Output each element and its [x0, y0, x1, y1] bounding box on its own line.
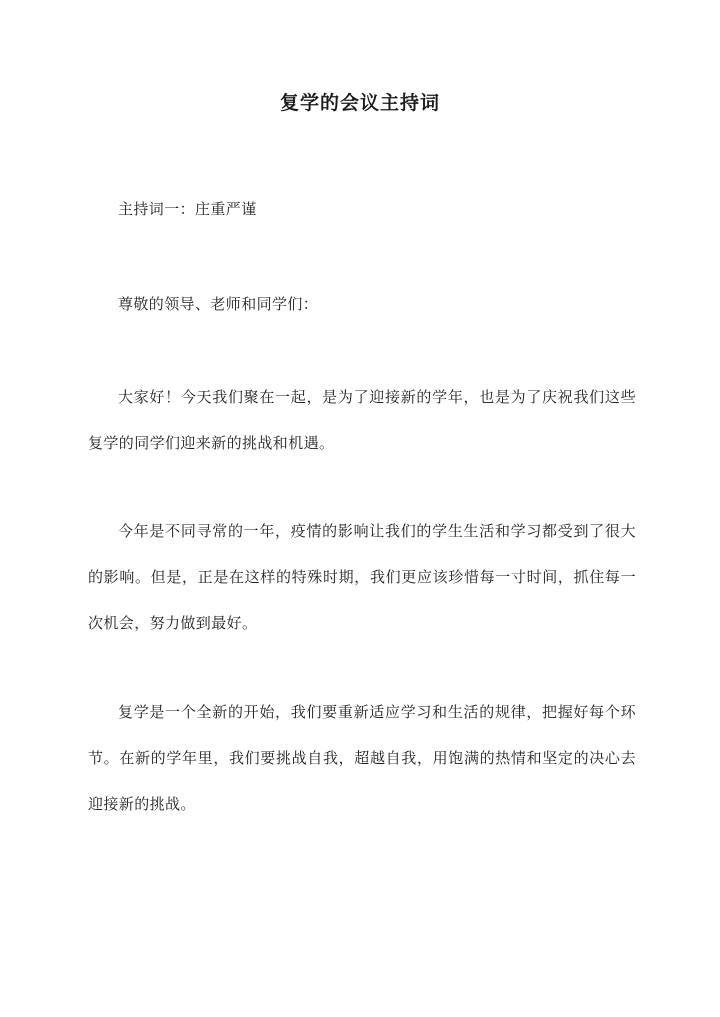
- document-title: 复学的会议主持词: [279, 92, 440, 114]
- paragraph-style-heading: 主持词一：庄重严谨: [118, 200, 257, 218]
- paragraph-context: 今年是不同寻常的一年，疫情的影响让我们的学生生活和学习都受到了很大的影响。但是，正是在这样的特殊时期，我们更应该珍惜每一寸时间，抓住每一次机会，努力做到最好。: [88, 522, 636, 632]
- paragraph-salutation: 尊敬的领导、老师和同学们：: [118, 295, 319, 313]
- paragraph-new-start: 复学是一个全新的开始，我们要重新适应学习和生活的规律，把握好每个环节。在新的学年里，我们要挑战自我，超越自我，用饱满的热情和坚定的决心去迎接新的挑战。: [88, 703, 636, 813]
- paragraph-greeting: 大家好！今天我们聚在一起，是为了迎接新的学年，也是为了庆祝我们这些复学的同学们迎来新的挑战和机遇。: [88, 388, 636, 452]
